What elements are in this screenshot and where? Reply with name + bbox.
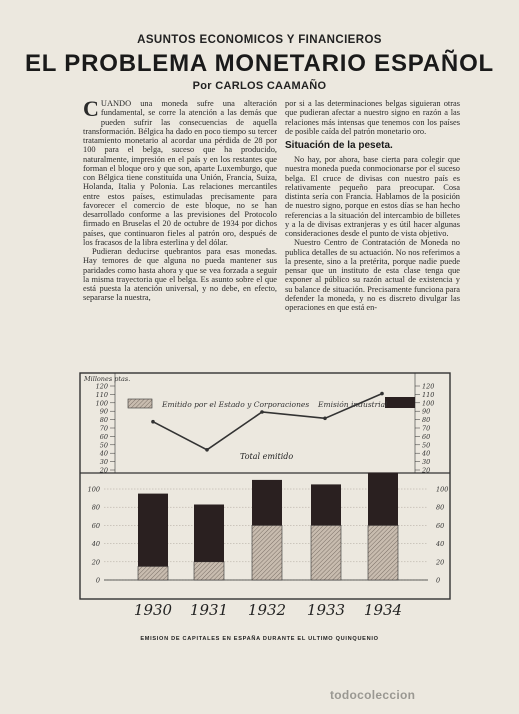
section-heading: Situación de la peseta.	[285, 140, 393, 151]
line-axis-right-tick: 100	[422, 399, 435, 408]
line-series-label: Total emitido	[240, 452, 294, 461]
bar-state-1931	[194, 562, 224, 580]
line-axis-right-tick: 70	[422, 424, 431, 433]
bar-state-1934	[368, 525, 398, 580]
line-axis-right-tick: 120	[422, 382, 435, 391]
line-axis-left-tick: 40	[99, 449, 108, 458]
line-axis-right-tick: 20	[422, 466, 431, 475]
bar-industrial-1933	[311, 484, 341, 525]
bar-axis-left-tick: 100	[87, 485, 100, 494]
line-axis-right-tick: 110	[422, 390, 435, 399]
article-title: EL PROBLEMA MONETARIO ESPAÑOL	[25, 50, 494, 77]
watermark: todocoleccion	[330, 688, 416, 702]
category-label: 1931	[189, 601, 229, 619]
bar-industrial-1930	[138, 494, 168, 567]
line-axis-left-tick: 20	[99, 466, 108, 475]
line-axis-right-tick: 90	[422, 407, 431, 416]
category-label: 1933	[306, 601, 346, 619]
bar-axis-left-tick: 60	[91, 521, 100, 530]
bar-axis-left-tick: 20	[91, 558, 100, 567]
bar-state-1930	[138, 566, 168, 580]
axis-unit-label: Millones ptas.	[84, 375, 131, 383]
line-axis-left-tick: 30	[99, 458, 108, 467]
drop-cap: C	[83, 96, 99, 121]
bar-axis-right-tick: 40	[436, 540, 445, 549]
category-label: 1934	[363, 601, 403, 619]
category-label: 1930	[133, 601, 173, 619]
paragraph: Pudieran deducirse quebrantos para esas monedas. Hay temores de que alguna no pueda mantener sus paridades como hasta ahora y que se vea forzada a seguir la misma trayectoria que el belga. Es asunto sobre el que está puesta la atención universal, y no debe, en efecto, separarse la nuestra,	[83, 247, 277, 303]
line-axis-left-tick: 80	[99, 416, 108, 425]
legend-label-state: Emitido por el Estado y Corporaciones	[162, 400, 310, 409]
bar-axis-left-tick: 80	[91, 503, 100, 512]
line-point	[205, 448, 209, 452]
line-axis-right-tick: 60	[422, 432, 431, 441]
line-axis-right-tick: 80	[422, 416, 431, 425]
chart-caption: EMISION DE CAPITALES EN ESPAÑA DURANTE EL ULTIMO QUINQUENIO	[140, 636, 379, 642]
bar-industrial-1931	[194, 505, 224, 562]
bar-axis-left-tick: 40	[91, 540, 100, 549]
paragraph: por si a las determinaciones belgas siguieran otras que pudieran afectar a nuestro signo en razón a las relaciones más intensas que tenemos con los países de posible caída del patrón monetario oro.	[285, 99, 460, 136]
legend-swatch-state	[128, 399, 152, 408]
paragraph: CUANDO una moneda sufre una alteración fundamental, se corre la atención a las demás que pueden sufrir las consecuencias de aquella transformación. Bélgica ha dado en poco tiempo su tercer tratamiento monetario al acordar una pérdida de 28 por 100 para el belga, suceso que ha producido, naturalmente, impresión en el país y en los restantes que forman el bloque oro y que son, aparte Luxemburgo, que con Bélgica tiene constituída una Unión, Francia, Suiza, Holanda, Italia y Polonia. Las relaciones mercantiles entre estos países, estimuladas precisamente para favorecer el comercio de este bloque, no se han desarrollado conforme a las previsiones del Protocolo firmado en Bruselas el 20 de octubre de 1934 por dichos países, que continuaron fieles al patrón oro, después de los fracasos de la libra esterlina y del dólar.	[83, 96, 277, 247]
line-point	[323, 417, 327, 421]
bar-state-1933	[311, 525, 341, 580]
line-axis-right-tick: 30	[422, 458, 431, 467]
bar-industrial-1934	[368, 473, 398, 526]
article-author: Por CARLOS CAAMAÑO	[192, 80, 327, 92]
bar-axis-right-tick: 60	[436, 521, 445, 530]
line-axis-right-tick: 50	[422, 441, 431, 450]
line-axis-left-tick: 60	[99, 432, 108, 441]
bar-axis-right-tick: 100	[436, 485, 449, 494]
bar-axis-left-tick: 0	[95, 576, 100, 585]
line-axis-left-tick: 90	[99, 407, 108, 416]
line-point	[260, 410, 264, 414]
bar-axis-right-tick: 20	[436, 558, 445, 567]
line-axis-left-tick: 50	[99, 441, 108, 450]
line-axis-left-tick: 120	[95, 382, 108, 391]
line-axis-left-tick: 100	[95, 399, 108, 408]
line-point	[151, 420, 155, 424]
legend-swatch-industrial	[385, 397, 415, 408]
line-point	[380, 392, 384, 396]
legend-label-industrial: Emisión industrial	[318, 400, 388, 409]
bar-industrial-1932	[252, 480, 282, 526]
category-label: 1932	[247, 601, 287, 619]
line-axis-left-tick: 110	[95, 390, 108, 399]
bar-axis-right-tick: 0	[436, 576, 441, 585]
paragraph: Nuestro Centro de Contratación de Moneda no publica detalles de su actuación. No nos referimos a la presente, sino a la pretérita, porque nadie puede pensar que un instituto de esta clase tenga que exponer al público su razón actual de existencia y su balance de situación. Precisamente funciona para defender la moneda, y no es discreto divulgar las operaciones en que está en-	[285, 238, 460, 312]
section-kicker: ASUNTOS ECONOMICOS Y FINANCIEROS	[137, 34, 382, 46]
bar-state-1932	[252, 525, 282, 580]
paragraph: No hay, por ahora, base cierta para colegir que nuestra moneda pueda conmocionarse por el suceso belga. El cruce de divisas con nuestro país es relativamente pequeño para preocupar. Cosa distinta sería con Francia. Hablamos de la posición de nuestro signo, porque en estos días se han hecho referencias a la situación del intercambio de billetes y a la de divisas extranjeras y es útil hacer algunas consideraciones desde el punto de vista objetivo.	[285, 155, 460, 238]
line-axis-left-tick: 70	[99, 424, 108, 433]
line-axis-right-tick: 40	[422, 449, 431, 458]
bar-axis-right-tick: 80	[436, 503, 445, 512]
